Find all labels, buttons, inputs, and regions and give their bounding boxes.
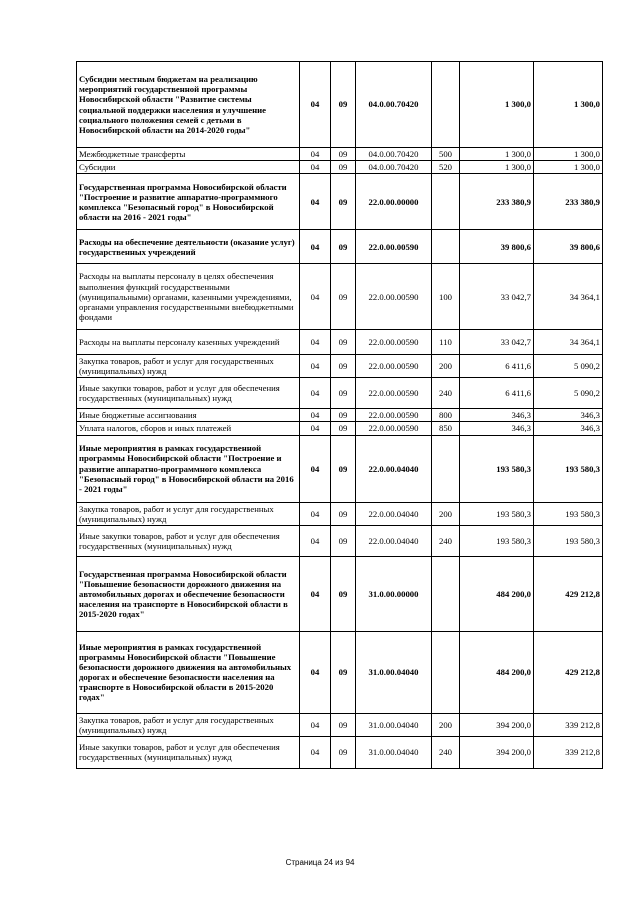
table-row xyxy=(77,378,603,409)
cell-target-article: 22.0.00.00590 xyxy=(356,264,432,330)
cell-section: 04 xyxy=(300,161,331,174)
table-row xyxy=(77,409,603,422)
cell-name: Иные закупки товаров, работ и услуг для обеспечения государственных (муниципальных) нужд xyxy=(77,525,300,556)
table-row xyxy=(77,230,603,264)
table-row xyxy=(77,631,603,713)
cell-subsection: 09 xyxy=(331,631,356,713)
cell-sum-year-1: 6 411,6 xyxy=(460,355,534,378)
cell-target-article: 22.0.00.00000 xyxy=(356,174,432,230)
cell-expense-type xyxy=(432,230,460,264)
budget-table xyxy=(76,61,603,769)
cell-subsection: 09 xyxy=(331,264,356,330)
table-row xyxy=(77,62,603,148)
cell-subsection: 09 xyxy=(331,422,356,435)
cell-section: 04 xyxy=(300,422,331,435)
page-number: Страница 24 из 94 xyxy=(285,858,355,867)
cell-name: Иные закупки товаров, работ и услуг для обеспечения государственных (муниципальных) нужд xyxy=(77,736,300,768)
cell-section: 04 xyxy=(300,435,331,502)
cell-subsection: 09 xyxy=(331,330,356,355)
cell-section: 04 xyxy=(300,230,331,264)
cell-expense-type xyxy=(432,435,460,502)
cell-subsection: 09 xyxy=(331,713,356,736)
cell-section: 04 xyxy=(300,736,331,768)
cell-sum-year-1: 346,3 xyxy=(460,422,534,435)
cell-sum-year-2: 233 380,9 xyxy=(534,174,603,230)
cell-sum-year-1: 193 580,3 xyxy=(460,502,534,525)
cell-target-article: 22.0.00.00590 xyxy=(356,330,432,355)
table-row xyxy=(77,330,603,355)
cell-subsection: 09 xyxy=(331,435,356,502)
cell-target-article: 22.0.00.04040 xyxy=(356,435,432,502)
cell-name: Расходы на обеспечение деятельности (оказание услуг) государственных учреждений xyxy=(77,230,300,264)
cell-name: Закупка товаров, работ и услуг для государственных (муниципальных) нужд xyxy=(77,713,300,736)
cell-sum-year-1: 39 800,6 xyxy=(460,230,534,264)
cell-sum-year-1: 346,3 xyxy=(460,409,534,422)
cell-section: 04 xyxy=(300,148,331,161)
page-footer xyxy=(0,858,640,867)
cell-subsection: 09 xyxy=(331,378,356,409)
cell-section: 04 xyxy=(300,502,331,525)
cell-sum-year-1: 193 580,3 xyxy=(460,435,534,502)
cell-target-article: 04.0.00.70420 xyxy=(356,148,432,161)
cell-target-article: 22.0.00.04040 xyxy=(356,525,432,556)
cell-sum-year-2: 429 212,8 xyxy=(534,631,603,713)
table-row xyxy=(77,148,603,161)
cell-target-article: 22.0.00.00590 xyxy=(356,378,432,409)
table-body xyxy=(77,62,603,769)
cell-sum-year-1: 1 300,0 xyxy=(460,148,534,161)
cell-target-article: 22.0.00.00590 xyxy=(356,422,432,435)
cell-section: 04 xyxy=(300,409,331,422)
cell-sum-year-2: 1 300,0 xyxy=(534,161,603,174)
cell-expense-type: 800 xyxy=(432,409,460,422)
cell-section: 04 xyxy=(300,355,331,378)
cell-subsection: 09 xyxy=(331,148,356,161)
cell-target-article: 04.0.00.70420 xyxy=(356,62,432,148)
cell-sum-year-2: 339 212,8 xyxy=(534,736,603,768)
cell-sum-year-1: 394 200,0 xyxy=(460,736,534,768)
cell-section: 04 xyxy=(300,631,331,713)
cell-sum-year-1: 193 580,3 xyxy=(460,525,534,556)
cell-expense-type xyxy=(432,62,460,148)
cell-expense-type: 200 xyxy=(432,355,460,378)
cell-section: 04 xyxy=(300,264,331,330)
cell-name: Расходы на выплаты персоналу казенных учреждений xyxy=(77,330,300,355)
cell-sum-year-2: 346,3 xyxy=(534,422,603,435)
cell-name: Расходы на выплаты персоналу в целях обеспечения выполнения функций государственными (муниципальными) органами, казенными учреждениями, органами управления государственными внебюджетными фондами xyxy=(77,264,300,330)
cell-section: 04 xyxy=(300,62,331,148)
cell-sum-year-2: 339 212,8 xyxy=(534,713,603,736)
cell-name: Межбюджетные трансферты xyxy=(77,148,300,161)
cell-subsection: 09 xyxy=(331,174,356,230)
cell-expense-type: 500 xyxy=(432,148,460,161)
table-row xyxy=(77,174,603,230)
table-row xyxy=(77,422,603,435)
cell-expense-type: 200 xyxy=(432,502,460,525)
table-row xyxy=(77,161,603,174)
cell-subsection: 09 xyxy=(331,161,356,174)
cell-sum-year-2: 193 580,3 xyxy=(534,502,603,525)
cell-expense-type: 110 xyxy=(432,330,460,355)
cell-section: 04 xyxy=(300,525,331,556)
cell-section: 04 xyxy=(300,174,331,230)
cell-sum-year-1: 484 200,0 xyxy=(460,631,534,713)
cell-section: 04 xyxy=(300,556,331,631)
cell-sum-year-1: 33 042,7 xyxy=(460,264,534,330)
table-row xyxy=(77,355,603,378)
table-row xyxy=(77,264,603,330)
cell-name: Иные мероприятия в рамках государственной программы Новосибирской области "Повышение безопасности дорожного движения на автомобильных дорогах и обеспечение безопасности населения на транспорте в Новосибирской области в 2015-2020 годах" xyxy=(77,631,300,713)
cell-target-article: 31.0.00.04040 xyxy=(356,713,432,736)
table-row xyxy=(77,435,603,502)
cell-name: Государственная программа Новосибирской области "Повышение безопасности дорожного движения на автомобильных дорогах и обеспечение безопасности населения на транспорте в Новосибирской области в 2015-2020 годах" xyxy=(77,556,300,631)
cell-subsection: 09 xyxy=(331,355,356,378)
cell-name: Государственная программа Новосибирской области "Построение и развитие аппаратно-программного комплекса "Безопасный город" в Новосибирской области на 2016 - 2021 годы" xyxy=(77,174,300,230)
cell-name: Иные бюджетные ассигнования xyxy=(77,409,300,422)
cell-subsection: 09 xyxy=(331,736,356,768)
table-row xyxy=(77,736,603,768)
cell-section: 04 xyxy=(300,330,331,355)
table-row xyxy=(77,525,603,556)
cell-subsection: 09 xyxy=(331,502,356,525)
cell-target-article: 22.0.00.00590 xyxy=(356,230,432,264)
cell-sum-year-2: 193 580,3 xyxy=(534,435,603,502)
cell-sum-year-2: 346,3 xyxy=(534,409,603,422)
cell-target-article: 31.0.00.04040 xyxy=(356,631,432,713)
cell-target-article: 22.0.00.00590 xyxy=(356,355,432,378)
cell-sum-year-1: 6 411,6 xyxy=(460,378,534,409)
cell-expense-type: 200 xyxy=(432,713,460,736)
cell-name: Иные мероприятия в рамках государственной программы Новосибирской области "Построение и развитие аппаратно-программного комплекса "Безопасный город" в Новосибирской области на 2016 - 2021 годы" xyxy=(77,435,300,502)
cell-subsection: 09 xyxy=(331,525,356,556)
cell-sum-year-1: 1 300,0 xyxy=(460,161,534,174)
cell-sum-year-2: 39 800,6 xyxy=(534,230,603,264)
cell-name: Уплата налогов, сборов и иных платежей xyxy=(77,422,300,435)
cell-expense-type: 240 xyxy=(432,525,460,556)
cell-sum-year-1: 484 200,0 xyxy=(460,556,534,631)
cell-target-article: 22.0.00.04040 xyxy=(356,502,432,525)
cell-name: Субсидии местным бюджетам на реализацию мероприятий государственной программы Новосибирской области "Развитие системы социальной поддержки населения и улучшение социального положения семей с детьми в Новосибирской области на 2014-2020 годы" xyxy=(77,62,300,148)
cell-sum-year-2: 34 364,1 xyxy=(534,330,603,355)
cell-section: 04 xyxy=(300,378,331,409)
cell-subsection: 09 xyxy=(331,409,356,422)
cell-target-article: 31.0.00.04040 xyxy=(356,736,432,768)
cell-sum-year-2: 1 300,0 xyxy=(534,62,603,148)
cell-sum-year-1: 394 200,0 xyxy=(460,713,534,736)
cell-target-article: 04.0.00.70420 xyxy=(356,161,432,174)
cell-expense-type xyxy=(432,631,460,713)
cell-subsection: 09 xyxy=(331,556,356,631)
cell-name: Закупка товаров, работ и услуг для государственных (муниципальных) нужд xyxy=(77,502,300,525)
table-row xyxy=(77,502,603,525)
cell-sum-year-2: 34 364,1 xyxy=(534,264,603,330)
cell-expense-type: 520 xyxy=(432,161,460,174)
cell-sum-year-2: 5 090,2 xyxy=(534,355,603,378)
table-row xyxy=(77,713,603,736)
cell-target-article: 22.0.00.00590 xyxy=(356,409,432,422)
cell-sum-year-1: 1 300,0 xyxy=(460,62,534,148)
cell-name: Закупка товаров, работ и услуг для государственных (муниципальных) нужд xyxy=(77,355,300,378)
cell-expense-type: 240 xyxy=(432,378,460,409)
cell-sum-year-1: 33 042,7 xyxy=(460,330,534,355)
cell-sum-year-2: 193 580,3 xyxy=(534,525,603,556)
cell-subsection: 09 xyxy=(331,62,356,148)
table-row xyxy=(77,556,603,631)
cell-expense-type: 240 xyxy=(432,736,460,768)
cell-expense-type: 850 xyxy=(432,422,460,435)
cell-section: 04 xyxy=(300,713,331,736)
cell-subsection: 09 xyxy=(331,230,356,264)
cell-expense-type: 100 xyxy=(432,264,460,330)
cell-sum-year-1: 233 380,9 xyxy=(460,174,534,230)
cell-target-article: 31.0.00.00000 xyxy=(356,556,432,631)
cell-expense-type xyxy=(432,174,460,230)
cell-name: Иные закупки товаров, работ и услуг для обеспечения государственных (муниципальных) нужд xyxy=(77,378,300,409)
cell-sum-year-2: 5 090,2 xyxy=(534,378,603,409)
cell-sum-year-2: 1 300,0 xyxy=(534,148,603,161)
cell-expense-type xyxy=(432,556,460,631)
cell-name: Субсидии xyxy=(77,161,300,174)
cell-sum-year-2: 429 212,8 xyxy=(534,556,603,631)
